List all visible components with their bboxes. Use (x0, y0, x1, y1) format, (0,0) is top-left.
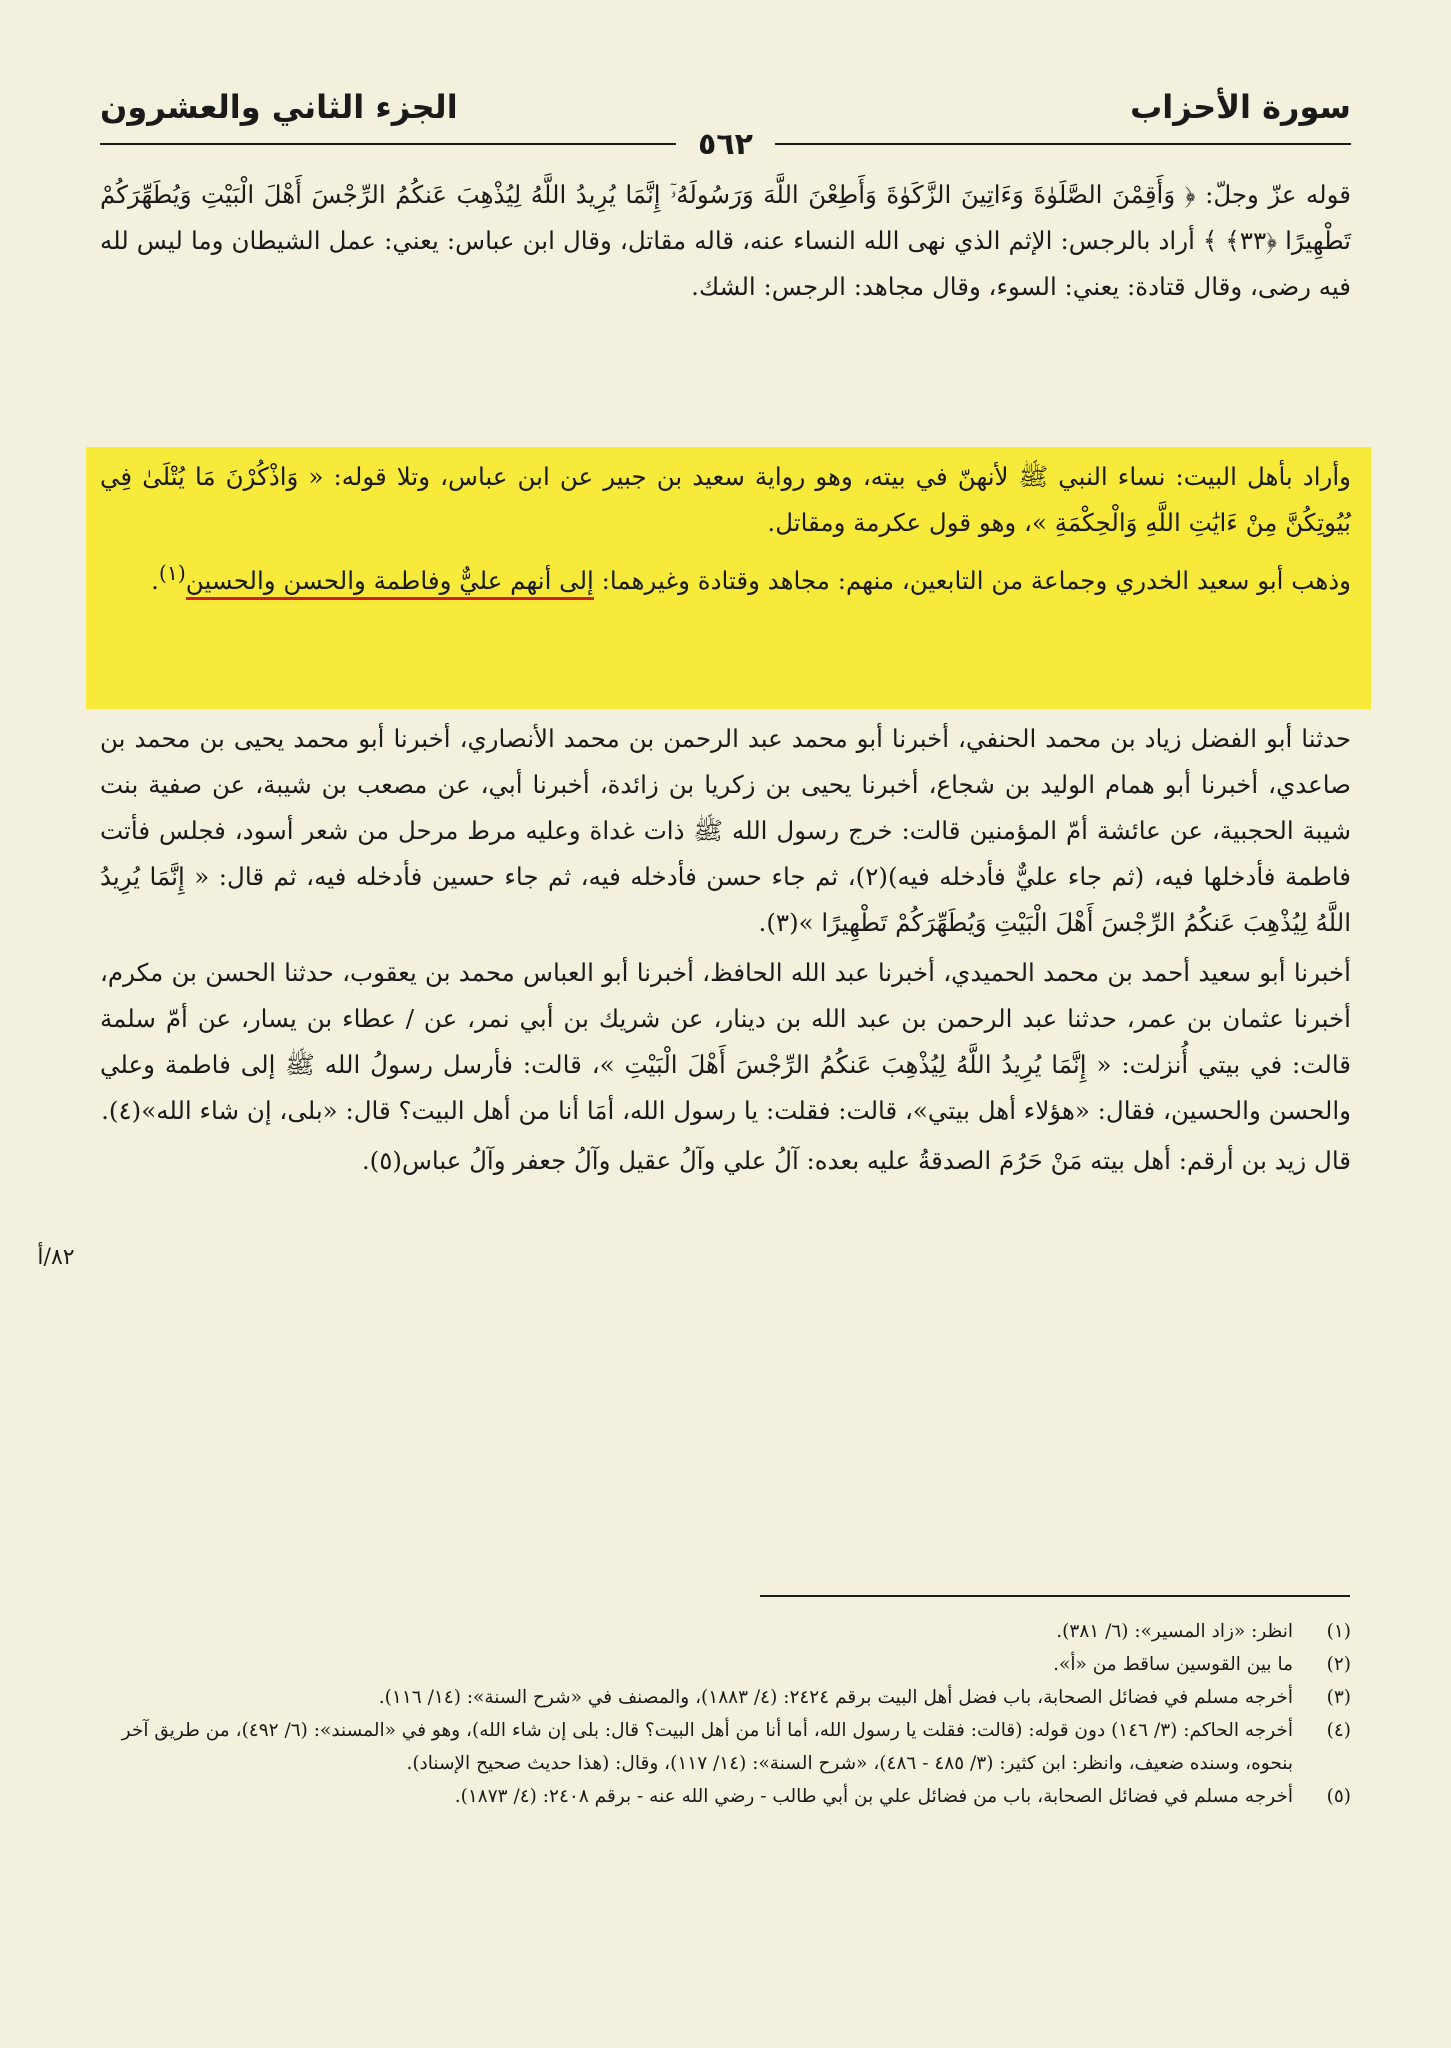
surah-title: سورة الأحزاب (1130, 88, 1351, 126)
footnote-number: (٣) (1326, 1687, 1351, 1708)
page-number: ٥٦٢ (698, 126, 753, 162)
footnote-number: (٥) (1326, 1786, 1351, 1807)
footnote-text: أخرجه الحاكم: (٣/ ١٤٦) دون قوله: (قالت: فقلت يا رسول الله، أما أنا من أهل البيت؟ قال: بلى إن شاء الله)، وهو في «المسند»: (٦/ ٤٩٢)، من طريق آخر بنحوه، وسنده ضعيف، وانظر: ابن كثير: (٣/ ٤٨٥ - ٤٨٦)، «شرح السنة»: (١٤/ ١١٧)، وقال: (هذا حديث صحيح الإسناد). (121, 1720, 1293, 1774)
header-rule-left (100, 143, 676, 145)
paragraph-ahl-albayt-family (100, 550, 1351, 604)
paragraph-hadith-aisha: حدثنا أبو الفضل زياد بن محمد الحنفي، أخبرنا أبو محمد عبد الرحمن بن محمد الأنصاري، أخبرنا أبو محمد يحيى بن محمد بن صاعدي، أخبرنا أبو همام الوليد بن شجاع، أخبرنا يحيى بن زكريا بن زائدة، أخبرنا أبي، عن مصعب بن شيبة، عن صفية بنت شيبة الحجبية، عن عائشة أمّ المؤمنين قالت: خرج رسول الله ﷺ ذات غداة وعليه مرط مرحل من شعر أسود، فجلس فأتت فاطمة فأدخلها فيه، (ثم جاء عليٌّ فأدخله فيه)(٢)، ثم جاء حسن فأدخله فيه، ثم جاء حسين فأدخله فيه، ثم قال: « إِنَّمَا يُرِيدُ اللَّهُ لِيُذْهِبَ عَنكُمُ الرِّجْسَ أَهْلَ الْبَيْتِ وَيُطَهِّرَكُمْ تَطْهِيرًا »(٣). (100, 724, 1351, 937)
paragraph-tafsir-rijs: قوله عزّ وجلّ: ﴿ وَأَقِمْنَ الصَّلَوٰةَ وَءَاتِينَ الزَّكَوٰةَ وَأَطِعْنَ اللَّهَ وَرَسُولَهُۥٓ إِنَّمَا يُرِيدُ اللَّهُ لِيُذْهِبَ عَنكُمُ الرِّجْسَ أَهْلَ الْبَيْتِ وَيُطَهِّرَكُمْ تَطْهِيرًا ﴿٣٣﴾ ﴾ أراد بالرجس: الإثم الذي نهى الله النساء عنه، قاله مقاتل، وقال ابن عباس: يعني: عمل الشيطان وما ليس لله فيه رضى، وقال قتادة: يعني: السوء، وقال مجاهد: الرجس: الشك. (100, 180, 1352, 301)
page-number-row (100, 124, 1351, 164)
footnote-text: أخرجه مسلم في فضائل الصحابة، باب من فضائل علي بن أبي طالب - رضي الله عنه - برقم ٢٤٠٨: (٤/ ١٨٧٣). (454, 1786, 1293, 1807)
footnote-item (100, 1681, 1351, 1714)
footnote-text: ما بين القوسين ساقط من «أ». (1053, 1654, 1293, 1675)
footnote-text: انظر: «زاد المسير»: (٦/ ٣٨١). (1056, 1621, 1293, 1642)
footnote-number: (٢) (1326, 1654, 1351, 1675)
paragraph-zayd-arqam: قال زيد بن أرقم: أهل بيته مَنْ حَرُمَ الصدقةُ عليه بعده: آلُ علي وآلُ عقيل وآلُ جعفر وآلُ عباس(٥). (361, 1146, 1351, 1175)
footnote-item (100, 1615, 1351, 1648)
footnote-item (100, 1648, 1351, 1681)
top-text-block (100, 172, 1351, 314)
family-end: . (151, 566, 159, 596)
paragraph-hadith-umm-salama: أخبرنا أبو سعيد أحمد بن محمد الحميدي، أخبرنا عبد الله الحافظ، أخبرنا أبو العباس محمد بن يعقوب، حدثنا الحسن بن مكرم، أخبرنا عثمان بن عمر، حدثنا عبد الرحمن بن عبد الله بن دينار، عن شريك بن أبي نمر، عن / عطاء بن يسار، عن أمّ سلمة قالت: في بيتي أُنزلت: « إِنَّمَا يُرِيدُ اللَّهُ لِيُذْهِبَ عَنكُمُ الرِّجْسَ أَهْلَ الْبَيْتِ »، قالت: فأرسل رسولُ الله ﷺ إلى فاطمة وعلي والحسن والحسين، فقال: «هؤلاء أهل بيتي»، قالت: فقلت: يا رسول الله، أمَا أنا من أهل البيت؟ قال: «بلى، إن شاء الله»(٤). (100, 958, 1351, 1125)
family-intro: وذهب أبو سعيد الخدري وجماعة من التابعين، منهم: مجاهد وقتادة وغيرهما: (593, 566, 1351, 596)
footnote-item (100, 1714, 1351, 1780)
footnotes (100, 1615, 1351, 1813)
footnote-ref-1: (١) (158, 561, 186, 585)
underlined-names: إلى أنهم عليٌّ وفاطمة والحسن والحسين (186, 566, 594, 600)
footnote-number: (٤) (1326, 1720, 1351, 1741)
hadith-text-block (100, 716, 1351, 1188)
manuscript-margin-note: ٨٢/أ (37, 1245, 75, 1270)
header-rule-right (775, 143, 1351, 145)
paragraph-ahl-albayt-wives: وأراد بأهل البيت: نساء النبي ﷺ لأنهنّ في بيته، وهو رواية سعيد بن جبير عن ابن عباس، وتلا قوله: « وَاذْكُرْنَ مَا يُتْلَىٰ فِي بُيُوتِكُنَّ مِنْ ءَايَٰتِ اللَّهِ وَالْحِكْمَةِ »، وهو قول عكرمة ومقاتل. (100, 462, 1351, 537)
highlighted-text-block (100, 454, 1351, 608)
footnote-separator (760, 1595, 1350, 1597)
footnote-text: أخرجه مسلم في فضائل الصحابة، باب فضل أهل البيت برقم ٢٤٢٤: (٤/ ١٨٨٣)، والمصنف في «شرح السنة»: (١٤/ ١١٦). (378, 1687, 1293, 1708)
footnote-number: (١) (1326, 1621, 1351, 1642)
footnote-item (100, 1780, 1351, 1813)
juz-title: الجزء الثاني والعشرون (100, 88, 458, 126)
